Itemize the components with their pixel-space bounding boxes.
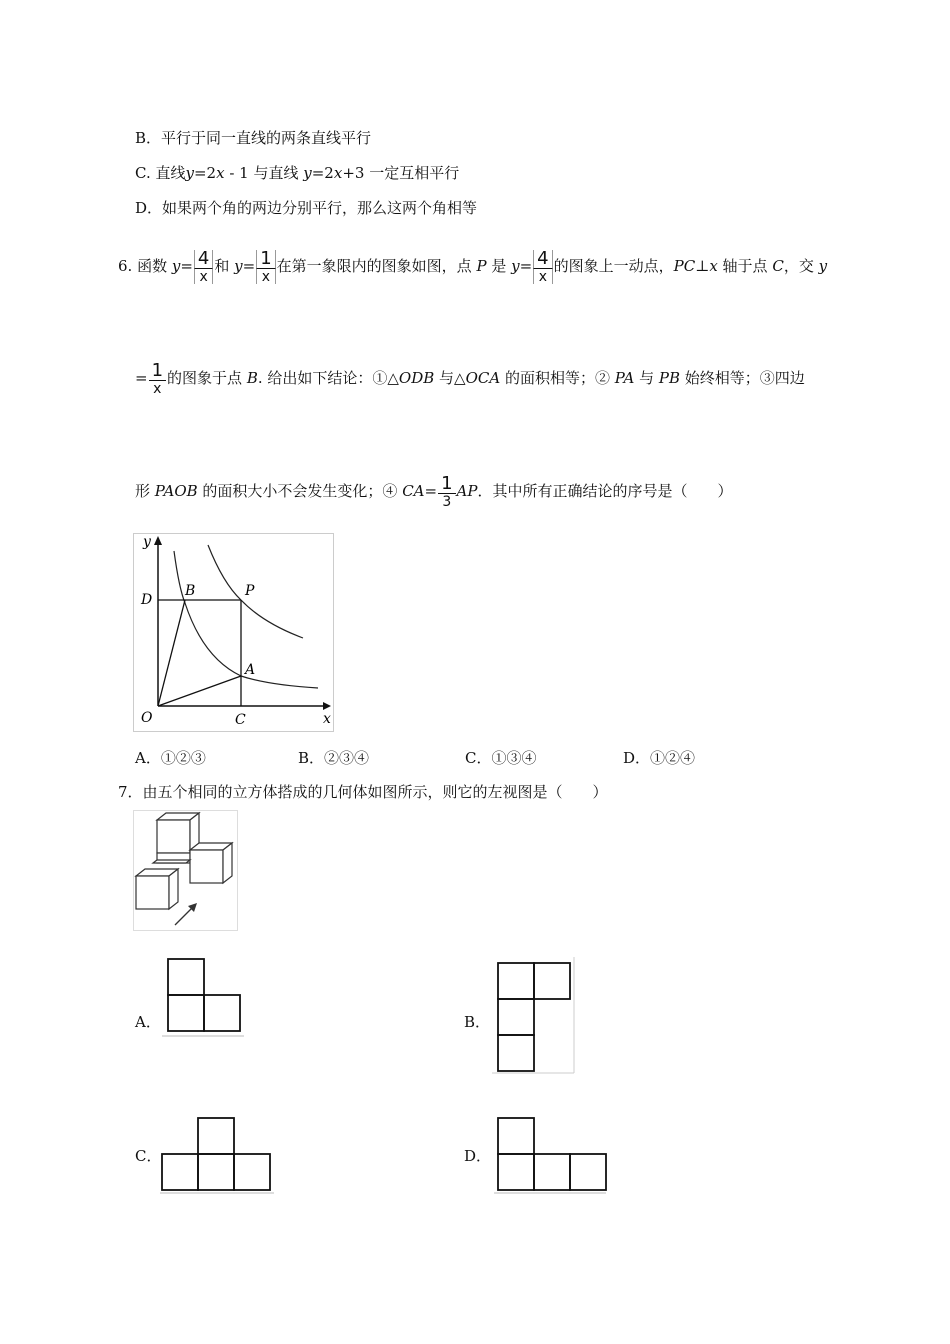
segment-OB: [158, 600, 185, 706]
fraction-4-over-x: $\frac{4}{x}$: [194, 250, 213, 284]
q6-option-a: A．①②③: [135, 749, 206, 767]
q7-option-d-label: D．: [464, 1147, 492, 1165]
label-O: O: [141, 710, 153, 726]
q7-stem: 7．由五个相同的立方体搭成的几何体如图所示，则它的左视图是（ ）: [118, 783, 608, 801]
q7-option-c-label: C．: [135, 1147, 162, 1165]
label-A: A: [245, 662, 256, 678]
label-D: D: [141, 592, 153, 608]
q7-option-a-figure: [162, 957, 246, 1039]
q5-option-d: D．如果两个角的两边分别平行，那么这两个角相等: [135, 199, 478, 217]
fraction-4-over-x: $\frac{4}{x}$: [533, 250, 552, 284]
q5-option-c: C. 直线y=2x - 1 与直线 y=2x+3 一定互相平行: [135, 164, 460, 182]
label-C: C: [235, 712, 246, 728]
fraction-1-over-x: $\frac{1}{x}$: [256, 250, 275, 284]
label-P: P: [245, 583, 255, 599]
q7-cube-figure: [133, 810, 239, 932]
label-y: y: [143, 534, 151, 550]
q6-option-d: D．①②④: [623, 749, 696, 767]
curve-4-over-x: [208, 545, 303, 638]
q6-function-graph: [133, 533, 335, 733]
fraction-1-over-3: $\frac{1}{3}$: [438, 475, 455, 509]
q7-option-c-figure: [160, 1115, 276, 1195]
q6-stem-line3: 形 PAOB 的面积大小不会发生变化；④ CA= $\frac{1}{3}$ AP．其中所有正确结论的序号是（ ）: [135, 473, 733, 510]
segment-OA: [158, 676, 241, 706]
q6-stem-line2: = $\frac{1}{x}$ 的图象于点 B. 给出如下结论：①△ODB 与△OCA 的面积相等；② PA 与 PB 始终相等；③四边: [135, 360, 805, 397]
label-x: x: [323, 711, 331, 727]
q6-stem-line1: 6. 函数 y= $\frac{4}{x}$ 和 y= $\frac{1}{x}$ 在第一象限内的图象如图，点 P 是 y= $\frac{4}{x}$ 的图象上一动点，PC⊥x 轴于点 C，交 y: [118, 248, 828, 285]
q7-option-a-label: A．: [135, 1013, 161, 1031]
label-B: B: [185, 583, 196, 599]
fraction-1-over-x: $\frac{1}{x}$: [149, 362, 166, 396]
q6-option-c: C．①③④: [465, 749, 537, 767]
q7-option-b-figure: [492, 957, 576, 1075]
q7-option-b-label: B．: [464, 1013, 491, 1031]
q5-option-b: B．平行于同一直线的两条直线平行: [135, 129, 372, 147]
q6-option-b: B．②③④: [298, 749, 370, 767]
q7-option-d-figure: [494, 1115, 608, 1195]
